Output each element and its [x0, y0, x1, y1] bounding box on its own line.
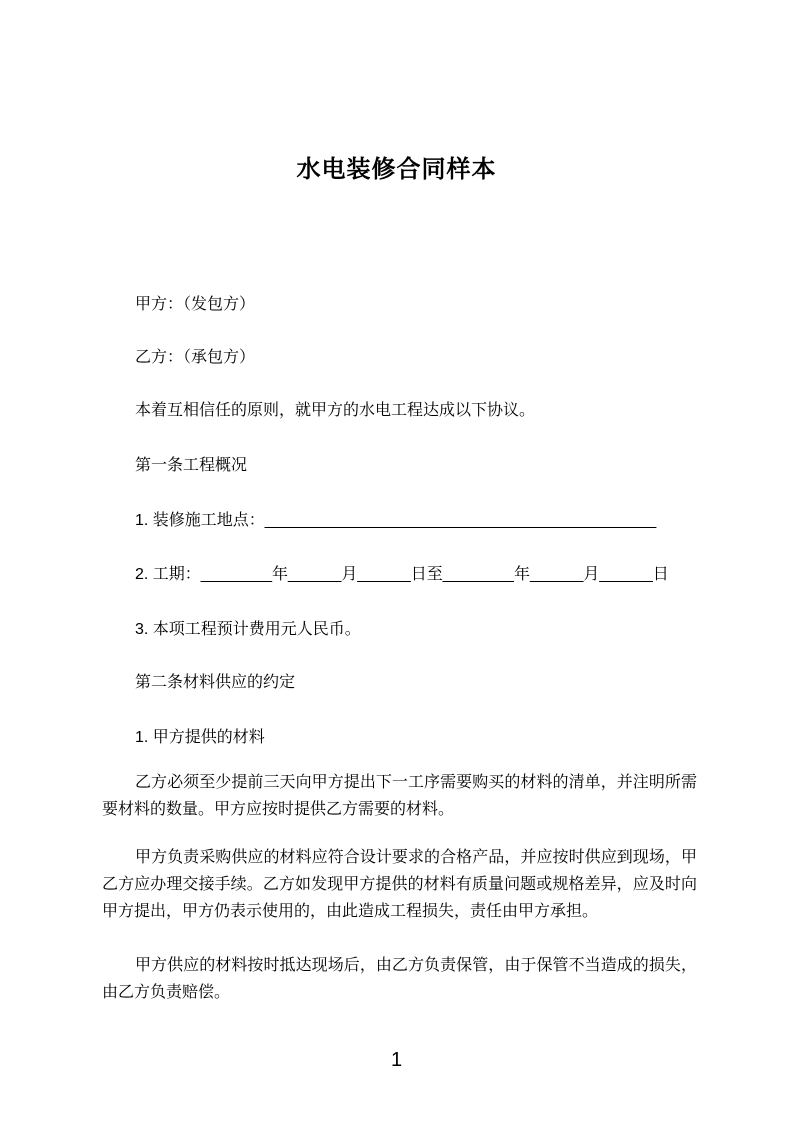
- construction-site-line: [102, 507, 697, 534]
- contract-title: 水电装修合同样本: [296, 156, 497, 184]
- page-number: 1: [390, 1049, 403, 1071]
- party-b-line: 乙方：（承包方）: [135, 349, 256, 366]
- material-custody-paragraph: 甲方供应的材料按时抵达现场后，由乙方负责保管，由于保管不当造成的损失，由乙方负责赔偿。: [102, 957, 697, 1001]
- party-a-line: 甲方：（发包方）: [135, 296, 256, 313]
- preamble-line: 本着互相信任的原则，就甲方的水电工程达成以下协议。: [135, 402, 536, 419]
- project-duration-line: 2. 工期：________年______月______日至________年______月______日: [135, 566, 669, 583]
- article-2-heading: 第二条材料供应的约定: [135, 674, 296, 691]
- material-quality-paragraph: 甲方负责采购供应的材料应符合设计要求的合格产品，并应按时供应到现场，甲乙方应办理交接手续。乙方如发现甲方提供的材料有质量问题或规格差异，应及时向甲方提出，甲方仍表示使用的，由此造成工程损失，责任由甲方承担。: [102, 849, 697, 920]
- construction-site-blank-line: ____________________________________________: [264, 512, 657, 529]
- construction-site-label: 1. 装修施工地点：: [135, 512, 265, 529]
- material-list-paragraph: 乙方必须至少提前三天向甲方提出下一工序需要购买的材料的清单，并注明所需要材料的数量。甲方应按时提供乙方需要的材料。: [102, 774, 697, 818]
- article-1-heading: 第一条工程概况: [135, 457, 248, 474]
- estimated-cost-line: 3. 本项工程预计费用元人民币。: [135, 621, 361, 638]
- materials-provided-heading: 1. 甲方提供的材料: [135, 729, 265, 746]
